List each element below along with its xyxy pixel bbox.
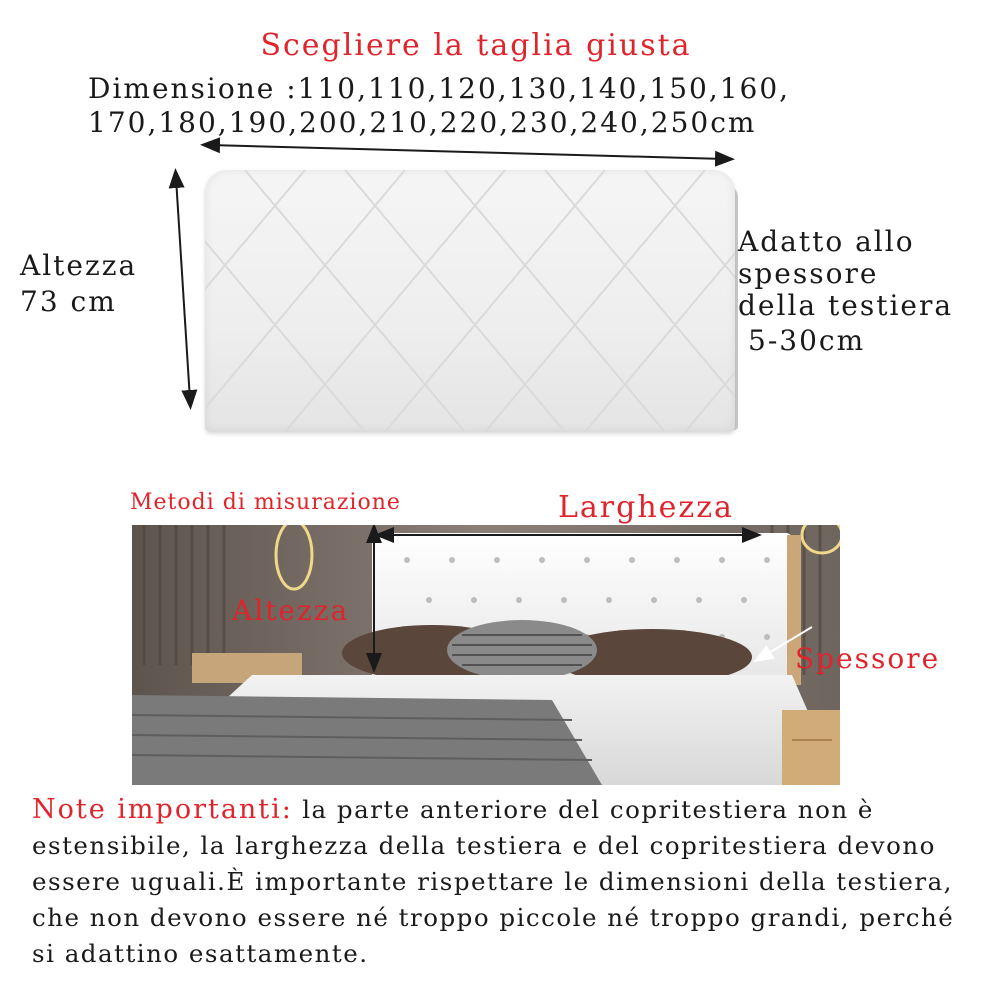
bedroom-photo [132, 525, 840, 785]
important-notes [32, 792, 982, 972]
height-label-text: Altezza [20, 249, 138, 282]
width-label: Larghezza [558, 490, 734, 525]
thickness-label-line-1: Adatto allo [738, 225, 915, 258]
thickness-label-line-3: della testiera [738, 289, 954, 322]
height-arrow [176, 178, 190, 400]
notes-lead: Note importanti: [32, 794, 293, 825]
measurement-method-label: Metodi di misurazione [130, 490, 401, 515]
height-label [20, 248, 137, 320]
bedroom-scene [132, 525, 840, 785]
thickness-range: 5-30cm [748, 324, 866, 357]
notes-body: la parte anteriore del copritestiera non è estensibile, la larghezza della testiera e del copritestiera devono essere uguali.È importante rispettare le dimensioni della testiera, che non devono essere né troppo piccole né troppo grandi, perché si adattino esattamente. [32, 795, 955, 968]
height-value: 73 cm [20, 285, 117, 318]
thickness-label [738, 226, 953, 322]
page-title: Scegliere la taglia giusta [260, 28, 692, 63]
headboard-cover-image [205, 170, 735, 432]
photo-thickness-label: Spessore [795, 642, 941, 675]
dimension-list-line-1: Dimensione :110,110,120,130,140,150,160, [88, 72, 791, 105]
width-arrow [210, 145, 725, 159]
photo-height-label: Altezza [232, 594, 350, 627]
thickness-label-line-2: spessore [738, 257, 879, 290]
dimension-list-line-2: 170,180,190,200,210,220,230,240,250cm [88, 106, 757, 139]
